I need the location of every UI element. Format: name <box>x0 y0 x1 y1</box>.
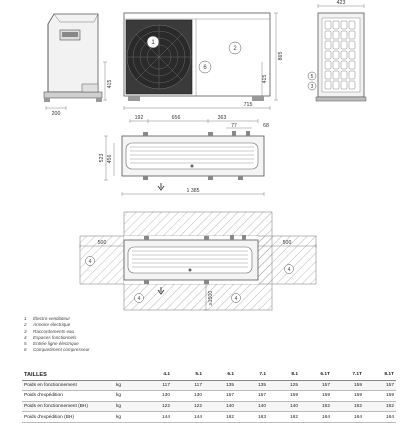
top-view <box>99 115 269 196</box>
size-header: 8.1T <box>364 370 396 380</box>
side-view-left <box>44 14 113 117</box>
table-row: Poids en fonctionnement (BH) kg 122 122 140 140 140 162 162 162 <box>22 401 396 412</box>
table-row: Poids d'expédition kg 130 130 157 157 159 159 159 159 <box>22 391 396 402</box>
callout-1: 1 <box>151 40 155 46</box>
dim-415-left: 415 <box>107 79 113 89</box>
front-view <box>124 13 284 110</box>
table-header-label: TAILLES <box>22 370 110 380</box>
dim-423: 423 <box>336 0 346 6</box>
callout-4-left: 4 <box>88 259 92 265</box>
side-view-right <box>308 0 366 101</box>
legend-item: 6 Compartiment compresseur <box>24 347 90 353</box>
callout-4-bottom-left: 4 <box>137 296 141 302</box>
weights-table <box>22 370 396 423</box>
legend-item: 1 Électro-ventilateur <box>24 316 71 321</box>
table-header-row <box>22 370 396 380</box>
callout-4-right: 4 <box>287 267 291 273</box>
callout-2: 2 <box>233 46 237 52</box>
dim-500-left: 500 <box>97 240 107 246</box>
dim-192: 192 <box>134 115 144 121</box>
size-header: 4.1 <box>140 370 172 380</box>
dim-1500: ≥1500 <box>208 290 214 306</box>
size-header: 6.1 <box>204 370 236 380</box>
dim-523: 523 <box>99 153 105 163</box>
dim-865: 865 <box>278 51 284 61</box>
legend <box>24 316 224 354</box>
callout-4-bottom-right: 4 <box>234 296 238 302</box>
dim-68: 68 <box>263 123 269 129</box>
size-header: 7.1T <box>332 370 364 380</box>
table-row: Poids en fonctionnement kg 117 117 135 135 125 157 159 157 <box>22 380 396 391</box>
legend-item: 4 Espaces fonctionnels <box>24 334 77 340</box>
table-row: Poids d'expédition (BH) kg 144 144 162 163 162 164 164 164 <box>22 412 396 423</box>
callout-6: 6 <box>203 65 207 71</box>
dim-415-front: 415 <box>262 74 268 84</box>
clearance-view <box>80 212 316 310</box>
callout-3: 3 <box>310 84 314 90</box>
callout-5: 5 <box>310 74 314 80</box>
dim-1385: 1 385 <box>186 188 200 194</box>
legend-item: 2 Armoire électrique <box>24 322 71 328</box>
dim-77: 77 <box>231 123 237 129</box>
dim-500-right: 500 <box>282 240 292 246</box>
size-header: 7.1 <box>236 370 268 380</box>
size-header: 6.1T <box>300 370 332 380</box>
dim-363: 363 <box>217 115 227 121</box>
legend-item: 5 Entrée ligne électrique <box>24 341 79 347</box>
size-header: 5.1 <box>172 370 204 380</box>
legend-item: 3 Raccordements eau <box>24 328 75 334</box>
size-header: 8.1 <box>268 370 300 380</box>
dim-456: 456 <box>107 154 113 164</box>
dim-656: 656 <box>171 115 181 121</box>
dim-200: 200 <box>51 111 61 117</box>
dim-715: 715 <box>243 102 253 108</box>
